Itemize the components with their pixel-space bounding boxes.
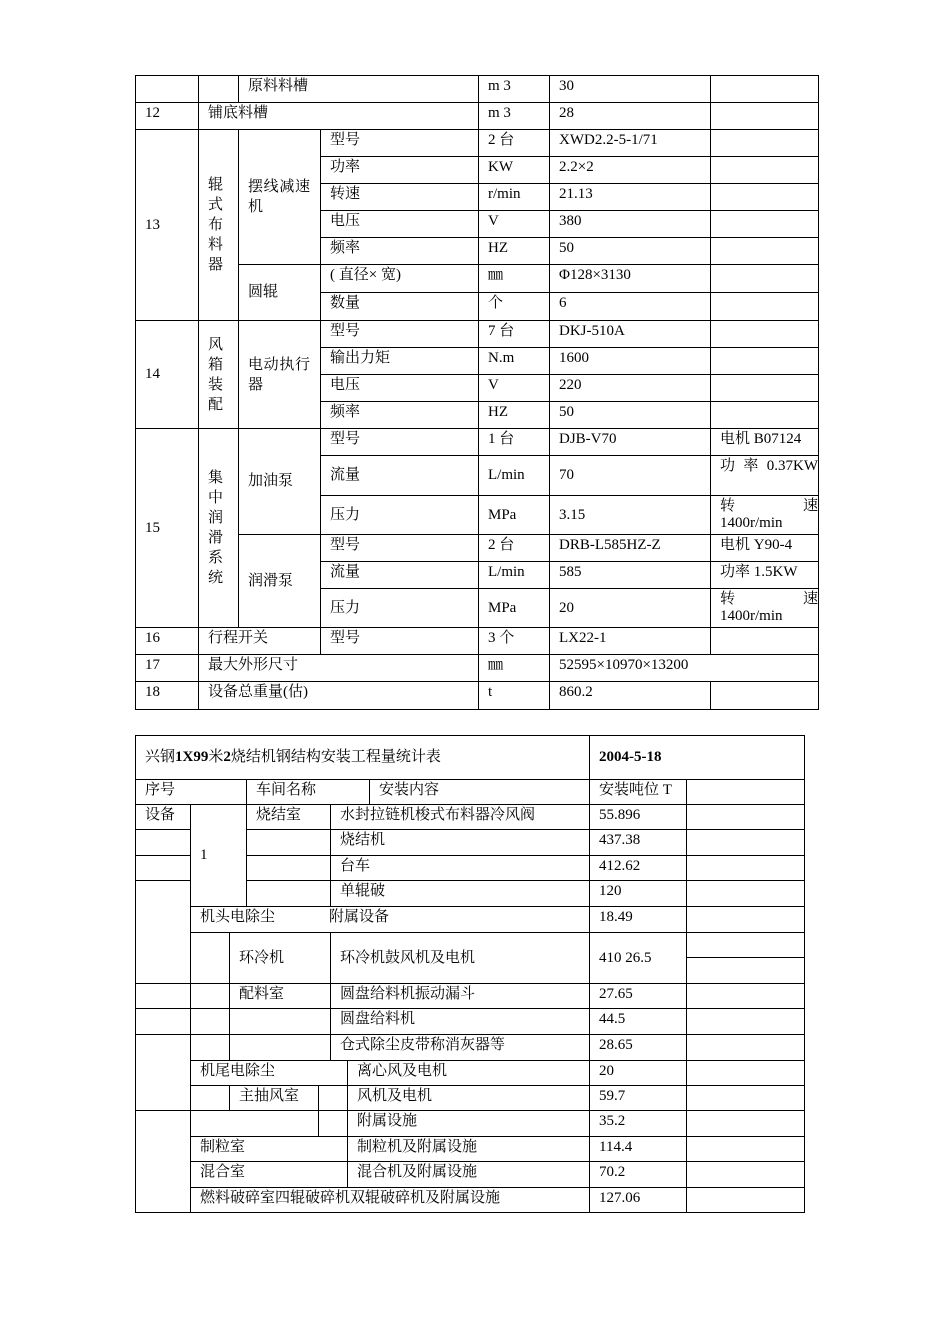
- workshop-cell: [229, 1034, 331, 1061]
- table-cell: [686, 932, 805, 958]
- value-cell: 21.13: [549, 183, 711, 211]
- unit-cell: t: [478, 681, 550, 710]
- tonnage-cell: 437.38: [589, 829, 687, 856]
- table-cell: [686, 1161, 805, 1188]
- value-cell: LX22-1: [549, 627, 711, 655]
- item-name: 设备总重量(估): [198, 681, 479, 710]
- tonnage-cell: 412.62: [589, 855, 687, 881]
- note-cell: [710, 75, 819, 103]
- content-cell: 圆盘给料机振动漏斗: [330, 983, 590, 1009]
- value-cell: 3.15: [549, 495, 711, 535]
- table-cell: [135, 75, 199, 103]
- note-cell: 功 率 0.37KW: [710, 455, 819, 496]
- note-cell: [710, 210, 819, 238]
- note-cell: [710, 347, 819, 375]
- tonnage-cell: 410 26.5: [589, 932, 687, 984]
- value-cell: Φ128×3130: [549, 264, 711, 293]
- table-cell: [686, 1136, 805, 1162]
- workshop-cell: 混合室: [190, 1161, 348, 1188]
- unit-cell: 3 个: [478, 627, 550, 655]
- param-cell: 型号: [320, 534, 479, 562]
- workshop-cell: 环冷机: [229, 932, 331, 984]
- table-cell: [135, 983, 191, 1009]
- table-cell: [135, 1034, 191, 1111]
- unit-cell: MPa: [478, 588, 550, 628]
- equip-label: 设备: [135, 804, 191, 830]
- value-cell: DRB-L585HZ-Z: [549, 534, 711, 562]
- row-number: 16: [135, 627, 199, 655]
- workshop-cell: [246, 829, 331, 856]
- content-cell: 水封拉链机梭式布料器冷风阀: [330, 804, 590, 830]
- table-cell: [318, 1085, 348, 1111]
- row-number: 15: [135, 428, 199, 628]
- tonnage-cell: 27.65: [589, 983, 687, 1009]
- workshop-cell: [246, 855, 331, 881]
- item-name: 行程开关: [198, 627, 321, 655]
- note-cell: [710, 237, 819, 265]
- header-workshop: 车间名称: [246, 779, 370, 805]
- sub-device-name: 润滑泵: [238, 534, 321, 628]
- table-cell: [135, 880, 191, 984]
- row-number: 13: [135, 129, 199, 321]
- unit-cell: V: [478, 374, 550, 402]
- table-cell: [686, 804, 805, 830]
- item-name: 最大外形尺寸: [198, 654, 479, 682]
- content-cell: 台车: [330, 855, 590, 881]
- param-cell: 数量: [320, 292, 479, 321]
- param-cell: 型号: [320, 320, 479, 348]
- note-cell: 电机 Y90-4: [710, 534, 819, 562]
- workshop-cell: 烧结室: [246, 804, 331, 830]
- unit-cell: m 3: [478, 102, 550, 130]
- param-cell: 型号: [320, 627, 479, 655]
- note-cell: 功率 1.5KW: [710, 561, 819, 589]
- item-name: 铺底料槽: [198, 102, 479, 130]
- sub-device-name: 摆线减速机: [238, 129, 321, 265]
- note-cell: [710, 156, 819, 184]
- note-cell: [710, 183, 819, 211]
- unit-cell: ㎜: [478, 654, 550, 682]
- tonnage-cell: 114.4: [589, 1136, 687, 1162]
- table-cell: [135, 855, 191, 881]
- sub-device-name: 加油泵: [238, 428, 321, 535]
- tonnage-cell: 120: [589, 880, 687, 907]
- note-cell: [710, 681, 819, 710]
- table-cell: [190, 1034, 230, 1061]
- unit-cell: 1 台: [478, 428, 550, 456]
- content-cell: 环冷机鼓风机及电机: [330, 932, 590, 984]
- tonnage-cell: 44.5: [589, 1008, 687, 1035]
- table-cell: [190, 1085, 230, 1111]
- workshop-cell: [229, 1008, 331, 1035]
- value-cell: 585: [549, 561, 711, 589]
- device-name: 集中润滑系统: [208, 470, 224, 586]
- table-cell: [686, 779, 805, 805]
- workshop-cell: 机尾电除尘: [190, 1060, 348, 1086]
- table-cell: [686, 1110, 805, 1137]
- content-cell: 制粒机及附属设施: [347, 1136, 590, 1162]
- table-cell: [686, 983, 805, 1009]
- note-cell: 转 速 1400r/min: [710, 495, 819, 535]
- workshop-cell: [246, 880, 331, 907]
- group-number: 1: [190, 804, 247, 907]
- content-cell: 仓式除尘皮带称消灰器等: [330, 1034, 590, 1061]
- param-cell: 压力: [320, 588, 479, 628]
- device-name-cell: [198, 320, 239, 429]
- note-cell: [710, 401, 819, 429]
- value-cell: 20: [549, 588, 711, 628]
- note-cell: 转 速 1400r/min: [710, 588, 819, 628]
- unit-cell: HZ: [478, 401, 550, 429]
- device-name-cell: [198, 428, 239, 628]
- unit-cell: m 3: [478, 75, 550, 103]
- table-cell: [686, 957, 805, 984]
- param-cell: 流量: [320, 561, 479, 589]
- param-cell: 频率: [320, 237, 479, 265]
- value-cell: 50: [549, 237, 711, 265]
- param-cell: 电压: [320, 374, 479, 402]
- unit-cell: HZ: [478, 237, 550, 265]
- unit-cell: L/min: [478, 561, 550, 589]
- value-cell: 1600: [549, 347, 711, 375]
- row-number: 17: [135, 654, 199, 682]
- workshop-cell: 机头电除尘 附属设备: [190, 906, 590, 933]
- param-cell: 型号: [320, 428, 479, 456]
- note-cell: [710, 292, 819, 321]
- row-number: 18: [135, 681, 199, 710]
- note-cell: 电机 B07124: [710, 428, 819, 456]
- device-name-cell: [198, 129, 239, 321]
- header-no: 序号: [135, 779, 247, 805]
- workshop-cell: 配料室: [229, 983, 331, 1009]
- unit-cell: ㎜: [478, 264, 550, 293]
- note-cell: [710, 129, 819, 157]
- device-name: 辊式布料器: [208, 177, 224, 273]
- param-cell: 转速: [320, 183, 479, 211]
- unit-cell: r/min: [478, 183, 550, 211]
- table-cell: [135, 1110, 191, 1213]
- value-cell: 6: [549, 292, 711, 321]
- table-cell: [190, 983, 230, 1009]
- tonnage-cell: 35.2: [589, 1110, 687, 1137]
- sub-device-name: 圆辊: [238, 264, 321, 321]
- table-cell: [686, 855, 805, 881]
- content-cell: 圆盘给料机: [330, 1008, 590, 1035]
- value-cell: 860.2: [549, 681, 711, 710]
- table-cell: [190, 1008, 230, 1035]
- value-cell: 220: [549, 374, 711, 402]
- note-cell: [710, 374, 819, 402]
- unit-cell: KW: [478, 156, 550, 184]
- table-cell: [686, 1034, 805, 1061]
- value-cell: 52595×10970×13200: [549, 654, 819, 682]
- table-cell: [318, 1110, 348, 1137]
- sub-device-name: 电动执行器: [238, 320, 321, 429]
- table-cell: [686, 1008, 805, 1035]
- content-cell: 风机及电机: [347, 1085, 590, 1111]
- value-cell: DJB-V70: [549, 428, 711, 456]
- table-cell: [686, 829, 805, 856]
- table-cell: [686, 1060, 805, 1086]
- note-cell: [710, 102, 819, 130]
- table-cell: [686, 880, 805, 907]
- value-cell: 28: [549, 102, 711, 130]
- unit-cell: 7 台: [478, 320, 550, 348]
- value-cell: 2.2×2: [549, 156, 711, 184]
- param-cell: 电压: [320, 210, 479, 238]
- table-cell: [686, 1085, 805, 1111]
- device-name: 风箱装配: [208, 336, 224, 413]
- value-cell: 70: [549, 455, 711, 496]
- param-cell: ( 直径× 宽): [320, 264, 479, 293]
- header-tonnage: 安装吨位 T: [589, 779, 687, 805]
- content-cell: 单辊破: [330, 880, 590, 907]
- workshop-cell: 燃料破碎室四辊破碎机双辊破碎机及附属设施: [190, 1187, 590, 1213]
- table-cell: [190, 932, 230, 984]
- workshop-cell: 主抽风室: [229, 1085, 319, 1111]
- value-cell: 380: [549, 210, 711, 238]
- table-cell: [686, 1187, 805, 1213]
- unit-cell: L/min: [478, 455, 550, 496]
- content-cell: 混合机及附属设施: [347, 1161, 590, 1188]
- header-content: 安装内容: [369, 779, 590, 805]
- tonnage-cell: 55.896: [589, 804, 687, 830]
- unit-cell: V: [478, 210, 550, 238]
- table-cell: [198, 75, 239, 103]
- tonnage-cell: 127.06: [589, 1187, 687, 1213]
- note-cell: [710, 320, 819, 348]
- tonnage-cell: 28.65: [589, 1034, 687, 1061]
- param-cell: 型号: [320, 129, 479, 157]
- content-cell: 离心风及电机: [347, 1060, 590, 1086]
- table-title: 兴钢 1X99 米 2 烧结机钢结构安装工程量统计表: [135, 735, 590, 780]
- value-cell: DKJ-510A: [549, 320, 711, 348]
- unit-cell: 个: [478, 292, 550, 321]
- note-cell: [710, 264, 819, 293]
- param-cell: 流量: [320, 455, 479, 496]
- unit-cell: 2 台: [478, 129, 550, 157]
- tonnage-cell: 70.2: [589, 1161, 687, 1188]
- unit-cell: N.m: [478, 347, 550, 375]
- param-cell: 频率: [320, 401, 479, 429]
- table-cell: [686, 906, 805, 933]
- param-cell: 输出力矩: [320, 347, 479, 375]
- tonnage-cell: 59.7: [589, 1085, 687, 1111]
- value-cell: 30: [549, 75, 711, 103]
- value-cell: XWD2.2-5-1/71: [549, 129, 711, 157]
- tonnage-cell: 18.49: [589, 906, 687, 933]
- table-cell: [190, 1110, 319, 1137]
- table-cell: [135, 1008, 191, 1035]
- item-name: 原料料槽: [238, 75, 479, 103]
- param-cell: 功率: [320, 156, 479, 184]
- row-number: 14: [135, 320, 199, 429]
- tonnage-cell: 20: [589, 1060, 687, 1086]
- content-cell: 烧结机: [330, 829, 590, 856]
- table-cell: [135, 829, 191, 856]
- content-cell: 附属设施: [347, 1110, 590, 1137]
- table-date: 2004-5-18: [589, 735, 805, 780]
- workshop-cell: 制粒室: [190, 1136, 348, 1162]
- param-cell: 压力: [320, 495, 479, 535]
- unit-cell: 2 台: [478, 534, 550, 562]
- value-cell: 50: [549, 401, 711, 429]
- note-cell: [710, 627, 819, 655]
- unit-cell: MPa: [478, 495, 550, 535]
- row-number: 12: [135, 102, 199, 130]
